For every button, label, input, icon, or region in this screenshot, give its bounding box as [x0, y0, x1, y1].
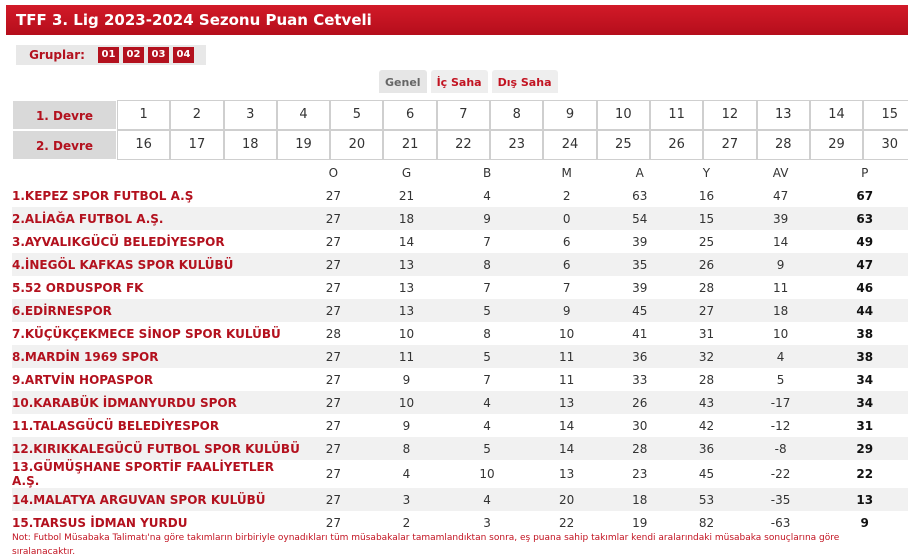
table-cell: 21 — [398, 188, 415, 203]
table-cell: 53 — [673, 488, 740, 511]
table-cell: 8 — [483, 326, 491, 341]
devre-1-week-4[interactable]: 4 — [277, 100, 330, 130]
table-cell: 82 — [698, 515, 715, 530]
table-cell: 27 — [325, 280, 341, 295]
table-cell: 27 — [325, 418, 341, 433]
table-cell: 11 — [366, 345, 448, 368]
devre-2-week-21[interactable]: 21 — [383, 130, 436, 160]
table-cell: 27 — [301, 207, 366, 230]
table-cell: 45 — [698, 467, 715, 481]
column-header-y: Y — [702, 166, 711, 180]
table-cell: 36 — [673, 437, 740, 460]
devre-1-week-12[interactable]: 12 — [703, 100, 756, 130]
table-cell: 34 — [856, 372, 874, 387]
table-cell: 11 — [772, 280, 789, 295]
table-cell: 7 — [483, 372, 491, 387]
tab-dis-saha[interactable]: Dış Saha — [492, 70, 558, 93]
devre-1-week-11[interactable]: 11 — [650, 100, 703, 130]
table-cell: -35 — [740, 488, 822, 511]
team-name-link[interactable]: 14.MALATYA ARGUVAN SPOR KULÜBÜ — [12, 488, 301, 511]
table-cell: 38 — [821, 345, 908, 368]
team-name-link[interactable]: 1.KEPEZ SPOR FUTBOL A.Ş — [12, 188, 194, 203]
table-cell: 27 — [325, 188, 341, 203]
standings-table — [12, 162, 908, 534]
devre-2-week-25[interactable]: 25 — [597, 130, 650, 160]
table-cell: 41 — [632, 326, 648, 341]
table-cell: 38 — [856, 326, 874, 341]
table-cell: 4 — [740, 345, 822, 368]
table-cell: -63 — [770, 515, 791, 530]
column-header-o: O — [328, 166, 339, 180]
table-cell: 47 — [772, 188, 789, 203]
table-row — [12, 184, 908, 207]
table-cell: 27 — [325, 234, 341, 249]
table-cell: 0 — [527, 207, 607, 230]
page-title: TFF 3. Lig 2023-2024 Sezonu Puan Cetveli — [6, 5, 908, 35]
team-name-link[interactable]: 12.KIRIKKALEGÜCÜ FUTBOL SPOR KULÜBÜ — [12, 437, 301, 460]
table-cell: 14 — [527, 437, 607, 460]
table-cell: 19 — [632, 515, 648, 530]
table-cell: 39 — [740, 207, 822, 230]
table-cell: 27 — [301, 391, 366, 414]
table-cell: 27 — [301, 345, 366, 368]
table-cell: 27 — [673, 299, 740, 322]
table-cell: 47 — [821, 253, 908, 276]
devre-1-label: 1. Devre — [12, 100, 117, 130]
devre-1-week-2[interactable]: 2 — [170, 100, 223, 130]
table-cell: 28 — [325, 326, 341, 341]
table-cell: 18 — [366, 207, 448, 230]
groups-bar — [16, 45, 206, 65]
table-cell: 3 — [366, 488, 448, 511]
table-cell: 5 — [447, 345, 527, 368]
table-cell: 13 — [366, 253, 448, 276]
table-cell: 23 — [632, 467, 648, 481]
devre-2-week-20[interactable]: 20 — [330, 130, 383, 160]
table-cell: 31 — [698, 326, 715, 341]
table-cell: 9 — [447, 207, 527, 230]
table-cell: 45 — [606, 299, 673, 322]
devre-2-week-22[interactable]: 22 — [437, 130, 490, 160]
table-row — [12, 207, 908, 230]
table-row — [12, 368, 908, 391]
team-name-link[interactable]: 8.MARDİN 1969 SPOR — [12, 345, 301, 368]
table-cell: 30 — [632, 418, 648, 433]
column-header-m: M — [561, 166, 572, 180]
table-cell: 32 — [673, 345, 740, 368]
table-cell: 18 — [740, 299, 822, 322]
table-cell: 7 — [562, 280, 571, 295]
table-cell: 13 — [527, 391, 607, 414]
table-cell: 4 — [483, 188, 491, 203]
devre-1-week-10[interactable]: 10 — [597, 100, 650, 130]
devre-2-row — [12, 130, 908, 160]
table-cell: 54 — [606, 207, 673, 230]
devre-2-label: 2. Devre — [12, 130, 117, 160]
table-row — [12, 414, 908, 437]
table-cell: 28 — [698, 372, 715, 387]
column-header-team — [12, 162, 301, 184]
table-cell: 14 — [772, 234, 789, 249]
table-cell: 27 — [325, 467, 341, 481]
table-cell: 39 — [632, 234, 648, 249]
table-row — [12, 391, 908, 414]
table-cell: 34 — [821, 391, 908, 414]
team-name-link[interactable]: 11.TALASGÜCÜ BELEDİYESPOR — [12, 418, 220, 433]
table-cell: 4 — [483, 418, 491, 433]
devre-1-week-6[interactable]: 6 — [383, 100, 436, 130]
table-cell: 9 — [740, 253, 822, 276]
group-button-03[interactable]: 03 — [148, 47, 169, 63]
table-cell: 5 — [447, 437, 527, 460]
table-cell: 10 — [366, 391, 448, 414]
table-cell: 63 — [821, 207, 908, 230]
table-cell: 15 — [673, 207, 740, 230]
table-cell: 2 — [402, 515, 411, 530]
table-body — [12, 184, 908, 534]
team-name-link[interactable]: 3.AYVALIKGÜCÜ BELEDİYESPOR — [12, 234, 225, 249]
table-cell: 26 — [606, 391, 673, 414]
table-cell: -22 — [770, 467, 791, 481]
footnote: Not: Futbol Müsabaka Talimatı'na göre takımların birbiriyle oynadıkları tüm müsabakalar tamamlandıktan sonra, eş puana sahip takımlar kendi aralarındaki müsabaka sonuçlarına göre sıralanacaktır. — [12, 533, 840, 557]
table-cell: 46 — [856, 280, 874, 295]
table-cell: 35 — [606, 253, 673, 276]
table-cell: 9 — [402, 418, 411, 433]
team-name-link[interactable]: 15.TARSUS İDMAN YURDU — [12, 515, 188, 530]
table-cell: 5 — [447, 299, 527, 322]
team-name-link[interactable]: 2.ALİAĞA FUTBOL A.Ş. — [12, 207, 301, 230]
table-row — [12, 460, 908, 488]
table-cell: 27 — [301, 437, 366, 460]
devre-2-week-27[interactable]: 27 — [703, 130, 756, 160]
table-cell: 18 — [606, 488, 673, 511]
table-cell: 25 — [698, 234, 715, 249]
group-button-02[interactable]: 02 — [123, 47, 144, 63]
table-cell: 7 — [483, 234, 491, 249]
table-cell: 13 — [559, 467, 575, 481]
devre-1-week-5[interactable]: 5 — [330, 100, 383, 130]
devre-2-week-30[interactable]: 30 — [863, 130, 908, 160]
table-cell: 8 — [447, 253, 527, 276]
groups-label: Gruplar: — [29, 48, 85, 62]
table-row — [12, 253, 908, 276]
table-cell: 33 — [632, 372, 648, 387]
table-cell: 5 — [776, 372, 785, 387]
table-cell: 9 — [860, 515, 869, 530]
devre-1-week-1[interactable]: 1 — [117, 100, 170, 130]
devre-2-week-28[interactable]: 28 — [757, 130, 810, 160]
table-cell: 29 — [821, 437, 908, 460]
table-cell: 31 — [856, 418, 874, 433]
table-cell: 28 — [606, 437, 673, 460]
devre-2-week-18[interactable]: 18 — [224, 130, 277, 160]
tab-genel[interactable]: Genel — [379, 70, 427, 93]
devre-2-week-29[interactable]: 29 — [810, 130, 863, 160]
table-cell: 3 — [483, 515, 491, 530]
table-cell: 22 — [856, 467, 874, 481]
table-cell: 20 — [527, 488, 607, 511]
team-name-link[interactable]: 6.EDİRNESPOR — [12, 299, 301, 322]
column-header-g: G — [401, 166, 412, 180]
devre-1-row — [12, 100, 908, 130]
devre-2-week-16[interactable]: 16 — [117, 130, 170, 160]
view-tabs — [379, 70, 562, 93]
table-cell: 67 — [856, 188, 874, 203]
table-cell: 49 — [856, 234, 874, 249]
tab-ic-saha[interactable]: İç Saha — [431, 70, 488, 93]
table-cell: 42 — [698, 418, 715, 433]
table-cell: 4 — [402, 467, 411, 481]
table-cell: 10 — [772, 326, 789, 341]
table-cell: 9 — [402, 372, 411, 387]
devre-2-week-17[interactable]: 17 — [170, 130, 223, 160]
table-cell: 11 — [559, 372, 575, 387]
table-row — [12, 488, 908, 511]
table-cell: 27 — [301, 488, 366, 511]
table-cell: 7 — [483, 280, 491, 295]
table-cell: 27 — [325, 515, 341, 530]
devre-2-week-24[interactable]: 24 — [543, 130, 596, 160]
table-cell: 13 — [821, 488, 908, 511]
table-row — [12, 299, 908, 322]
devre-1-week-9[interactable]: 9 — [543, 100, 596, 130]
table-cell: 27 — [301, 253, 366, 276]
devre-1-week-3[interactable]: 3 — [224, 100, 277, 130]
table-cell: 8 — [366, 437, 448, 460]
table-cell: 22 — [559, 515, 575, 530]
devre-1-week-15[interactable]: 15 — [863, 100, 908, 130]
table-cell: 4 — [447, 488, 527, 511]
group-button-04[interactable]: 04 — [173, 47, 194, 63]
devre-1-week-8[interactable]: 8 — [490, 100, 543, 130]
devre-2-week-23[interactable]: 23 — [490, 130, 543, 160]
table-cell: 14 — [559, 418, 575, 433]
table-row — [12, 322, 908, 345]
team-name-link[interactable]: 4.İNEGÖL KAFKAS SPOR KULÜBÜ — [12, 253, 301, 276]
table-cell: 13 — [366, 299, 448, 322]
table-cell: 26 — [673, 253, 740, 276]
table-cell: 63 — [632, 188, 648, 203]
team-name-link[interactable]: 13.GÜMÜŞHANE SPORTİF FAALİYETLER A.Ş. — [12, 460, 274, 488]
devre-1-week-7[interactable]: 7 — [437, 100, 490, 130]
column-header-av: AV — [772, 166, 789, 180]
group-button-01[interactable]: 01 — [98, 47, 119, 63]
table-cell: 27 — [325, 372, 341, 387]
table-cell: 10 — [479, 467, 495, 481]
table-row — [12, 345, 908, 368]
table-cell: -8 — [740, 437, 822, 460]
table-cell: 6 — [527, 253, 607, 276]
column-header-a: A — [635, 166, 644, 180]
devre-2-week-19[interactable]: 19 — [277, 130, 330, 160]
table-cell: 43 — [673, 391, 740, 414]
table-row — [12, 276, 908, 299]
column-header-b: B — [482, 166, 492, 180]
table-cell: 27 — [301, 299, 366, 322]
table-cell: 9 — [527, 299, 607, 322]
table-cell: 16 — [698, 188, 715, 203]
table-cell: -17 — [740, 391, 822, 414]
devre-1-week-13[interactable]: 13 — [757, 100, 810, 130]
team-name-link[interactable]: 7.KÜÇÜKÇEKMECE SİNOP SPOR KULÜBÜ — [12, 326, 281, 341]
table-header-row — [12, 162, 908, 184]
table-cell: 11 — [527, 345, 607, 368]
table-row — [12, 230, 908, 253]
column-header-p: P — [861, 166, 869, 180]
table-cell: -12 — [770, 418, 791, 433]
table-cell: 4 — [447, 391, 527, 414]
table-row — [12, 437, 908, 460]
table-cell: 28 — [698, 280, 715, 295]
table-cell: 10 — [398, 326, 415, 341]
table-cell: 36 — [606, 345, 673, 368]
table-cell: 2 — [562, 188, 571, 203]
table-cell: 10 — [559, 326, 575, 341]
table-cell: 44 — [821, 299, 908, 322]
team-name-link[interactable]: 10.KARABÜK İDMANYURDU SPOR — [12, 391, 301, 414]
devre-2-week-26[interactable]: 26 — [650, 130, 703, 160]
team-name-link[interactable]: 5.52 ORDUSPOR FK — [12, 280, 144, 295]
team-name-link[interactable]: 9.ARTVİN HOPASPOR — [12, 372, 154, 387]
table-cell: 13 — [398, 280, 415, 295]
table-cell: 39 — [632, 280, 648, 295]
table-cell: 6 — [562, 234, 571, 249]
devre-1-week-14[interactable]: 14 — [810, 100, 863, 130]
table-cell: 14 — [398, 234, 415, 249]
